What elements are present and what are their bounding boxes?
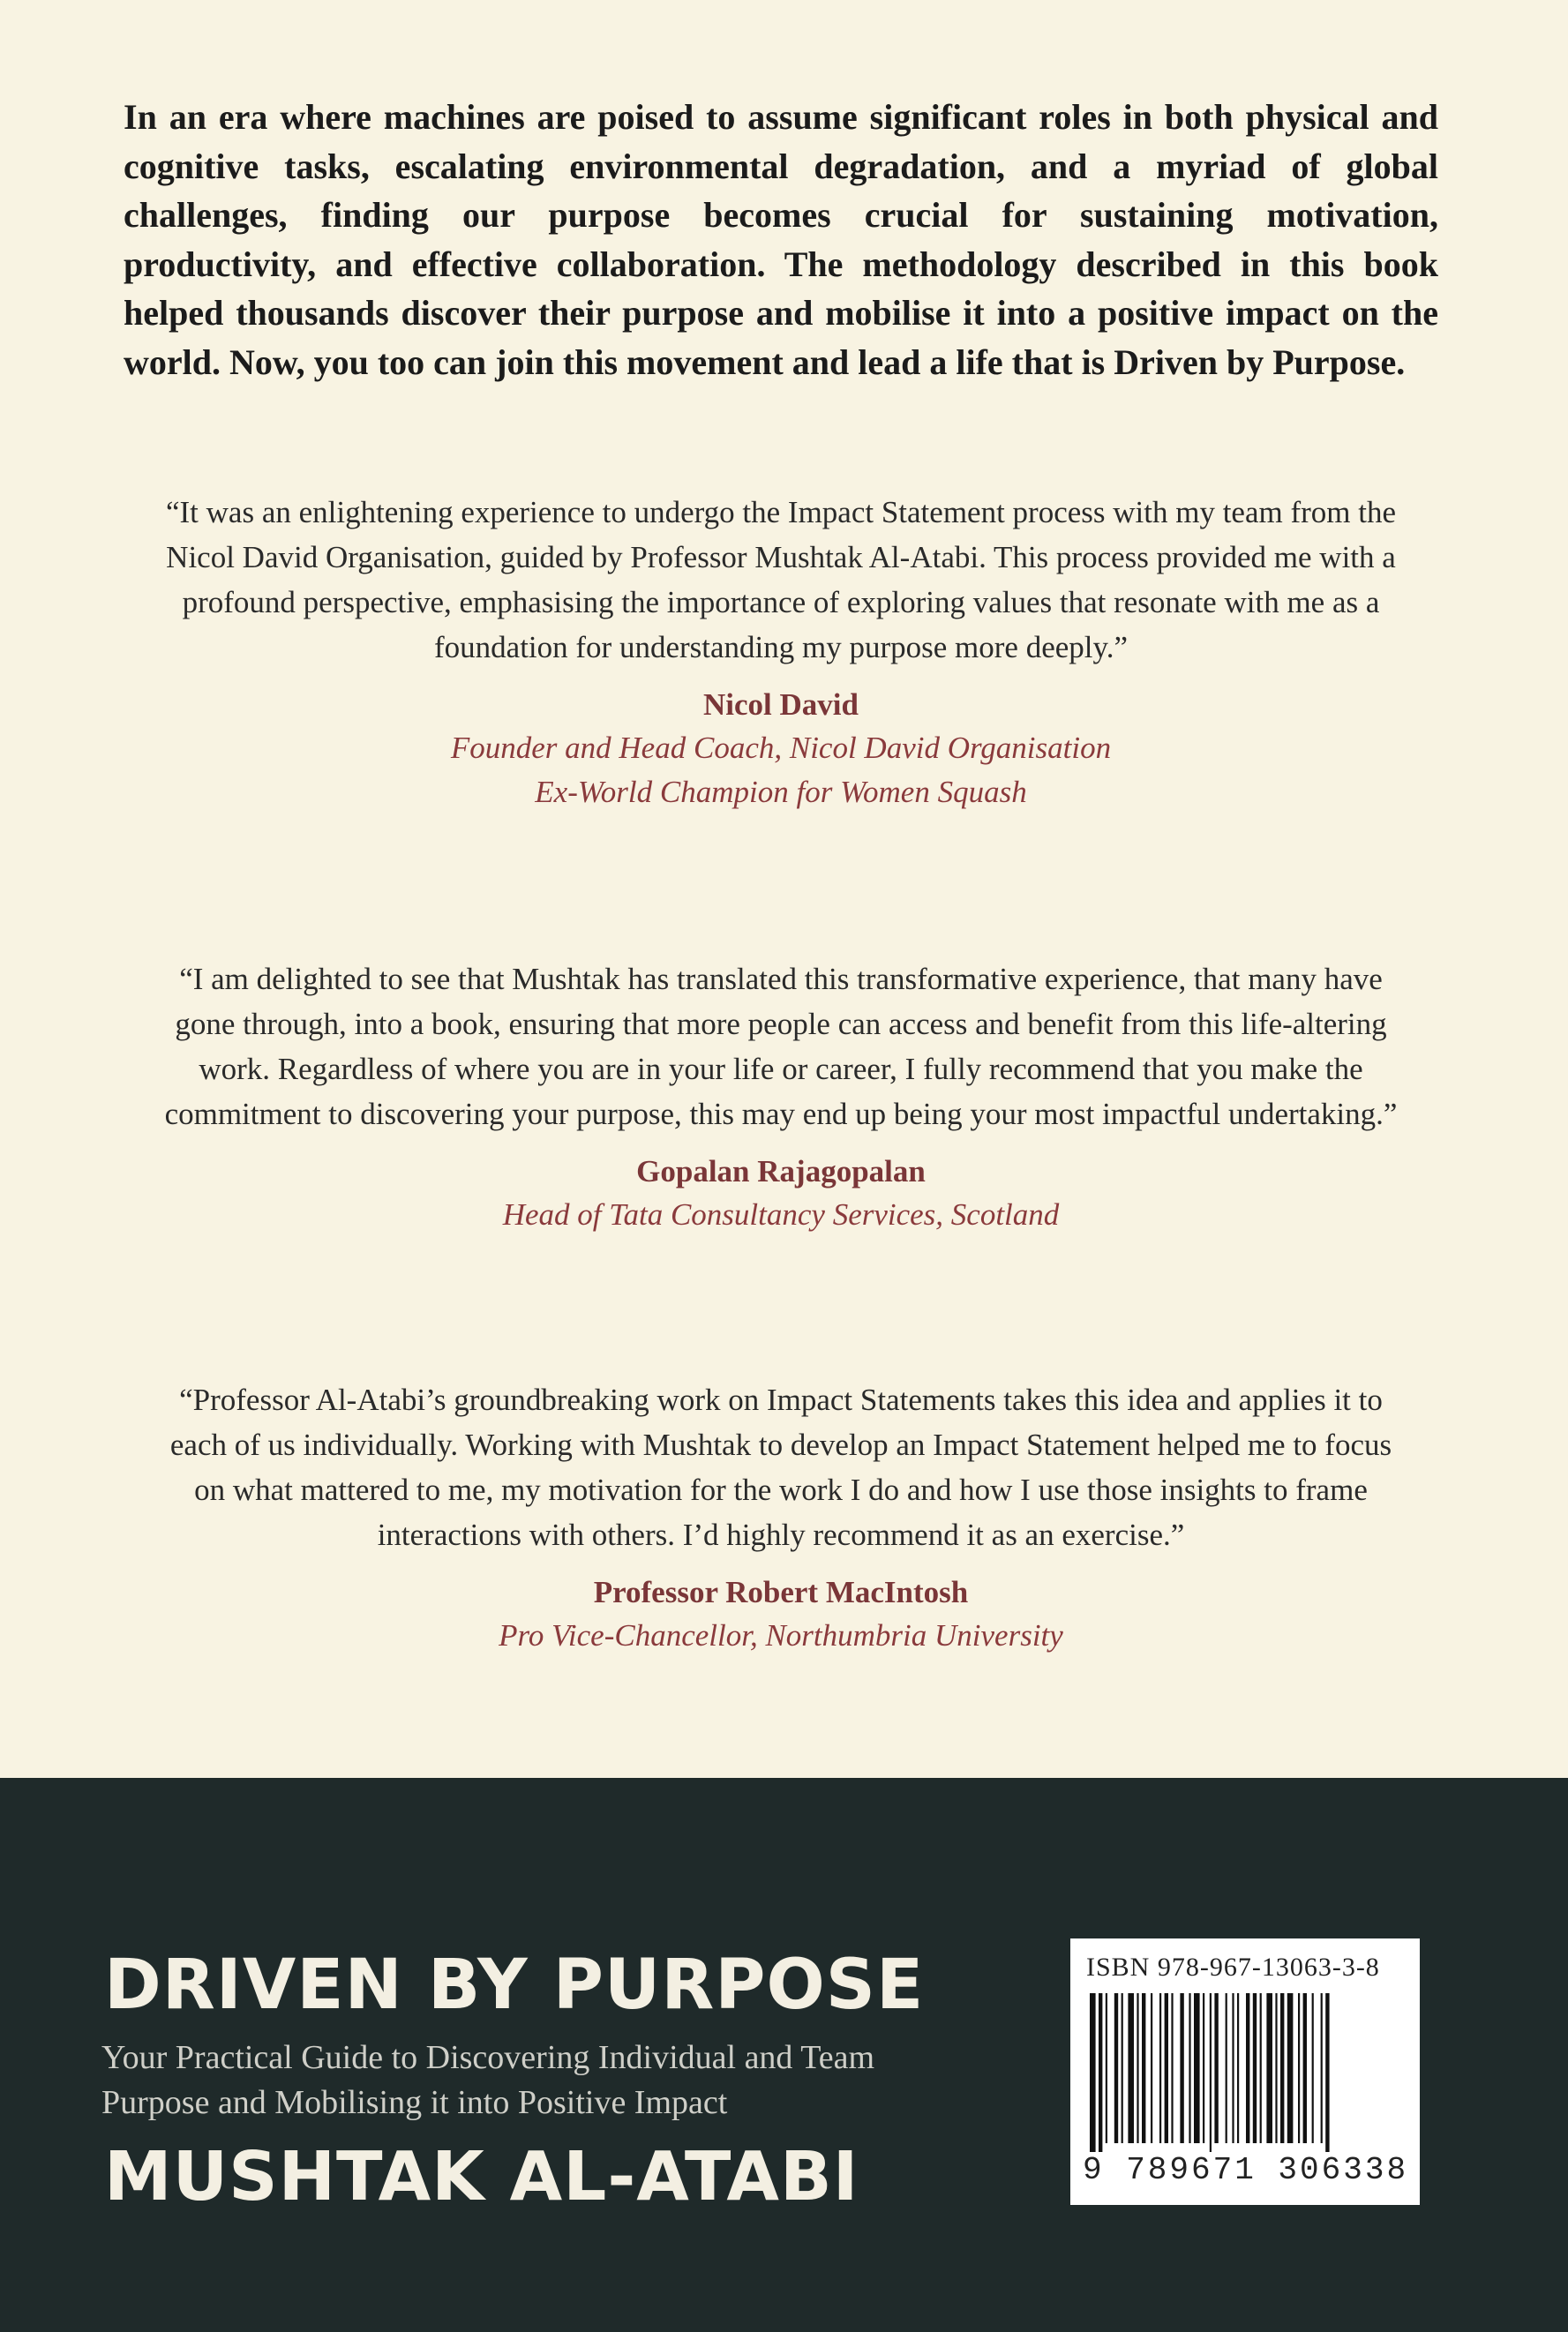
barcode-bar [1128, 1993, 1134, 2143]
testimonial-author: Nicol David [703, 687, 859, 722]
barcode-icon [1090, 1993, 1400, 2152]
barcode-bar [1210, 1993, 1212, 2152]
barcode-bar [1287, 1993, 1294, 2143]
testimonial-quote: “I am delighted to see that Mushtak has translated this transformative experience, that many have gone through, into a book, ensuring that more people can access and benefit from this life-altering work. Regardless of where you are in your life or career, I fully recommend that you make the commitment to discovering your purpose, this may end up being your most impactful undertaking.” [164, 962, 1398, 1131]
barcode-bar [1122, 1993, 1123, 2143]
barcode-bar [1253, 1993, 1257, 2143]
testimonial-quote: “Professor Al-Atabi’s groundbreaking work on Impact Statements takes this idea and applies it to each of us individually. Working with Mushtak to develop an Impact Statement helped me to focus on what mattered to me, my motivation for the work I do and how I use those insights to frame interactions with others. I’d highly recommend it as an exercise.” [169, 1383, 1392, 1552]
barcode-bar [1232, 1993, 1234, 2143]
testimonial-quote: “It was an enlightening experience to undergo the Impact Statement process with my team from the Nicol David Organisation, guided by Professor Mushtak Al-Atabi. This process provided me with a profound perspective, emphasising the importance of exploring values that resonate with me as a foundation for understanding my purpose more deeply.” [165, 495, 1397, 664]
barcode-bar [1298, 1993, 1300, 2143]
barcode-bar [1165, 1993, 1168, 2143]
barcode-bar [1159, 1993, 1161, 2143]
barcode-panel [1070, 1938, 1420, 2205]
barcode-bar [1266, 1993, 1272, 2143]
barcode-bar [1203, 1993, 1204, 2143]
barcode-digits: 9 789671 306338 [1083, 2152, 1409, 2188]
barcode-bar [1099, 1993, 1102, 2152]
barcode-bar [1090, 1993, 1096, 2152]
testimonial-author: Professor Robert MacIntosh [593, 1575, 969, 1609]
intro-paragraph: In an era where machines are poised to assume significant roles in both physical and cognitive tasks, escalating environmental degradation, and a myriad of global challenges, finding our purpose becomes crucial for sustaining motivation, productivity, and effective collaboration. The methodology described in this book helped thousands discover their purpose and mobilise it into a positive impact on the world. Now, you too can join this movement and lead a life that is Driven by Purpose. [124, 97, 1438, 382]
barcode-bar [1226, 1993, 1227, 2143]
barcode-bar [1171, 1993, 1173, 2143]
barcode-bar [1280, 1993, 1284, 2143]
testimonial-2 [159, 956, 1403, 1237]
testimonial-role: Pro Vice-Chancellor, Northumbria University [499, 1618, 1063, 1653]
barcode-bar [1321, 1993, 1323, 2143]
testimonial-role: Ex-World Champion for Women Squash [535, 775, 1027, 809]
isbn-label: ISBN 978-967-13063-3-8 [1086, 1953, 1380, 1982]
testimonial-1 [159, 490, 1403, 814]
testimonial-author: Gopalan Rajagopalan [636, 1154, 926, 1188]
testimonial-3 [159, 1377, 1403, 1658]
testimonial-role: Founder and Head Coach, Nicol David Organisation [450, 731, 1112, 765]
barcode-bar [1214, 1993, 1218, 2143]
barcode-bar [1312, 1993, 1314, 2143]
barcode-bar [1106, 1993, 1107, 2143]
barcode-bar [1275, 1993, 1277, 2143]
book-subtitle: Your Practical Guide to Discovering Individual and Team Purpose and Mobilising it into Positive Impact [101, 2039, 875, 2121]
barcode-bar [1189, 1993, 1190, 2143]
barcode-bar [1237, 1993, 1239, 2143]
barcode-bar [1303, 1993, 1307, 2143]
barcode-bar [1137, 1993, 1138, 2143]
testimonial-role: Head of Tata Consultancy Services, Scotland [502, 1197, 1060, 1232]
barcode-bar [1142, 1993, 1145, 2143]
barcode-bar [1325, 1993, 1329, 2152]
book-title: DRIVEN BY PURPOSE [104, 1946, 925, 2025]
book-author: MUSHTAK AL-ATABI [104, 2138, 859, 2216]
barcode-bar [1194, 1993, 1200, 2143]
barcode-bar [1151, 1993, 1152, 2143]
barcode-bar [1114, 1993, 1118, 2143]
barcode-bar [1180, 1993, 1183, 2143]
barcode-bar [1260, 1993, 1262, 2143]
barcode-bar [1246, 1993, 1249, 2143]
